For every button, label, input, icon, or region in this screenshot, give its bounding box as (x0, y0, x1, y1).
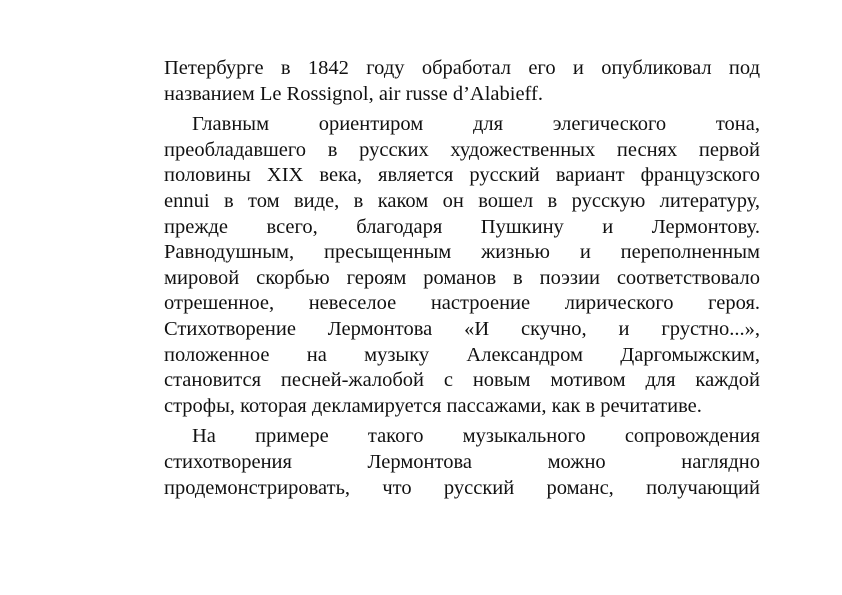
text-line: продемонстрировать, что русский романс, получающий (164, 476, 760, 499)
text-line: ennui в том виде, в каком он вошел в русскую литературу, (164, 189, 760, 212)
text-line: Главным ориентиром для элегического тона, (192, 113, 760, 136)
text-line: мировой скорбью героям романов в поэзии соответствовало (164, 266, 760, 289)
text-line: стихотворения Лермонтова можно наглядно (164, 450, 760, 473)
text-line: Петербурге в 1842 году обработал его и опубликовал под (164, 57, 760, 79)
body-text (164, 56, 760, 506)
text-line: строфы, которая декламируется пассажами, как в речитативе. (164, 394, 702, 417)
text-line: прежде всего, благодаря Пушкину и Лермонтову. (164, 215, 760, 238)
text-line: преобладавшего в русских художественных песнях первой (164, 138, 760, 161)
paragraph-2 (164, 112, 760, 419)
text-line: положенное на музыку Александром Даргомыжским, (164, 343, 760, 366)
text-line: Равнодушным, пресыщенным жизнью и переполненным (164, 241, 760, 264)
text-line: На примере такого музыкального сопровождения (192, 425, 760, 448)
text-line: становится песней-жалобой с новым мотивом для каждой (164, 369, 760, 392)
text-line: Стихотворение Лермонтова «И скучно, и грустно...», (164, 317, 760, 340)
text-line: половины XIX века, является русский вариант французского (164, 164, 760, 187)
text-line: названием Le Rossignol, air russe d’Alabieff. (164, 82, 543, 105)
paragraph-1 (164, 56, 760, 107)
paragraph-3 (164, 424, 760, 501)
text-line: отрешенное, невеселое настроение лирического героя. (164, 292, 760, 315)
